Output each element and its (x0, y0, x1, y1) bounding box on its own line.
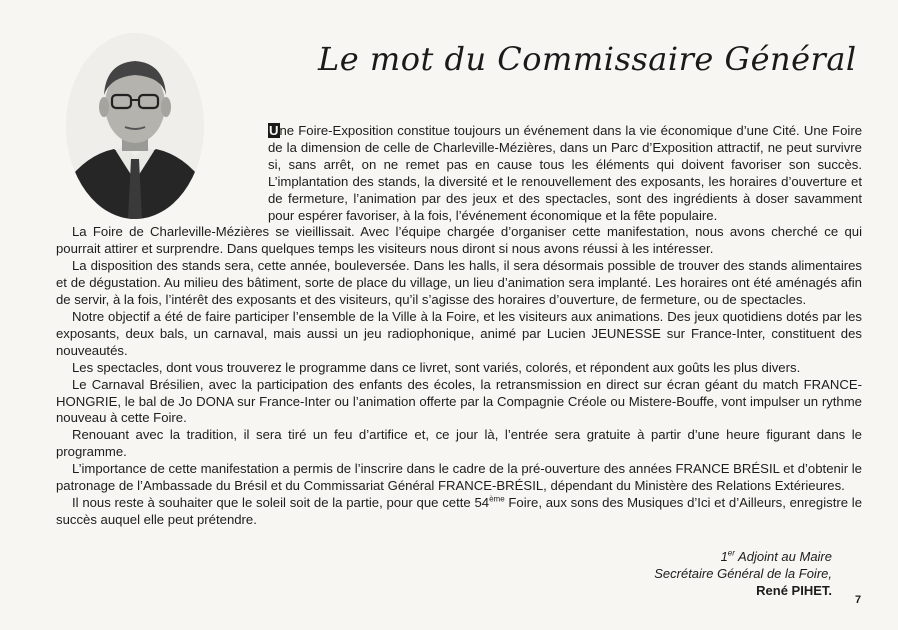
signature-name: René PIHET. (756, 583, 832, 598)
article-body (56, 123, 862, 529)
paragraph: Les spectacles, dont vous trouverez le programme dans ce livret, sont variés, colorés, et répondent aux goûts les plus divers. (72, 359, 801, 375)
paragraph-closing-text-b: Foire, aux sons des Musiques d’Ici et d’Ailleurs, enregistre le succès auquel elle peut prétendre. (56, 494, 863, 527)
signature-role (654, 548, 832, 565)
paragraph: Le Carnaval Brésilien, avec la participation des enfants des écoles, la retransmission en direct sur écran géant du match FRANCE-HONGRIE, le bal de Jo DONA sur France-Inter ou l’animation offerte par la Compagnie Créole ou Mistere-Bouffe, vont impulser un rythme nouveau à cette Foire. (56, 376, 862, 426)
signature-block (654, 548, 832, 599)
paragraph-intro (268, 123, 862, 224)
paragraph: L’importance de cette manifestation a permis de l’inscrire dans le cadre de la pré-ouverture des années FRANCE BRÉSIL et d’obtenir le patronage de l’Ambassade du Brésil et du Commissariat Général FRANCE-BRÉSIL, dépendant du Ministère des Relations Extérieures. (56, 461, 862, 494)
paragraph: La Foire de Charleville-Mézières se vieillissait. Avec l’équipe chargée d’organiser cette manifestation, nous avons cherché ce qui pourrait attirer et surprendre. Dans quelques temps les visiteurs nous diront si nous avons réussi à les intéresser. (56, 224, 862, 257)
paragraph-intro-text: ne Foire-Exposition constitue toujours un événement dans la vie économique d’une Cité. Une Foire de la dimension de celle de Charleville-Mézières, dans un Parc d’Exposition attractif, ne peut survivre si, sans arrêt, on ne remet pas en cause tous les éléments qui doivent favoriser son succès. L’implantation des stands, la diversité et le renouvellement des exposants, les horaires d’ouverture et de fermeture, l’animation par des jeux et des spectacles, sont des ingrédients à doser savamment pour espérer favoriser, à la fois, l’événement économique et la fête populaire. (268, 123, 862, 223)
page-number: 7 (855, 594, 862, 606)
paragraph: La disposition des stands sera, cette année, bouleversée. Dans les halls, il sera désormais possible de trouver des stands alimentaires et de dégustation. Au milieu des bâtiment, sorte de place du village, un lieu d’animation sera implanté. Les horaires ont été aménagés afin de servir, à la fois, l’intérêt des exposants et des visiteurs, qu’il s’agisse des horaires d’ouverture, de fermeture, ou de spectacles. (56, 258, 862, 308)
paragraph-closing-text-a: Il nous reste à souhaiter que le soleil soit de la partie, pour que cette 54 (72, 494, 490, 510)
signature-role-superscript: er (727, 548, 735, 558)
paragraph: Notre objectif a été de faire participer l’ensemble de la Ville à la Foire, et les visiteurs aux animations. Des jeux quotidiens dotés par les exposants, deux bals, un carnaval, mais aussi un jeu radiophonique, animé par Lucien JEUNESSE sur France-Inter, constituent des nouveautés. (56, 308, 862, 358)
paragraph-closing (56, 495, 862, 529)
signature-role-number: 1 (720, 549, 728, 564)
signature-role-text: Adjoint au Maire (734, 549, 832, 564)
paragraph: Renouant avec la tradition, il sera tiré un feu d’artifice et, ce jour là, l’entrée sera gratuite à partir d’une heure figurant dans le programme. (56, 427, 862, 460)
drop-cap: U (269, 123, 279, 138)
page-title: Le mot du Commissaire Général (318, 40, 857, 78)
ordinal-superscript: ème (489, 494, 505, 504)
signature-title: Secrétaire Général de la Foire, (654, 566, 832, 581)
